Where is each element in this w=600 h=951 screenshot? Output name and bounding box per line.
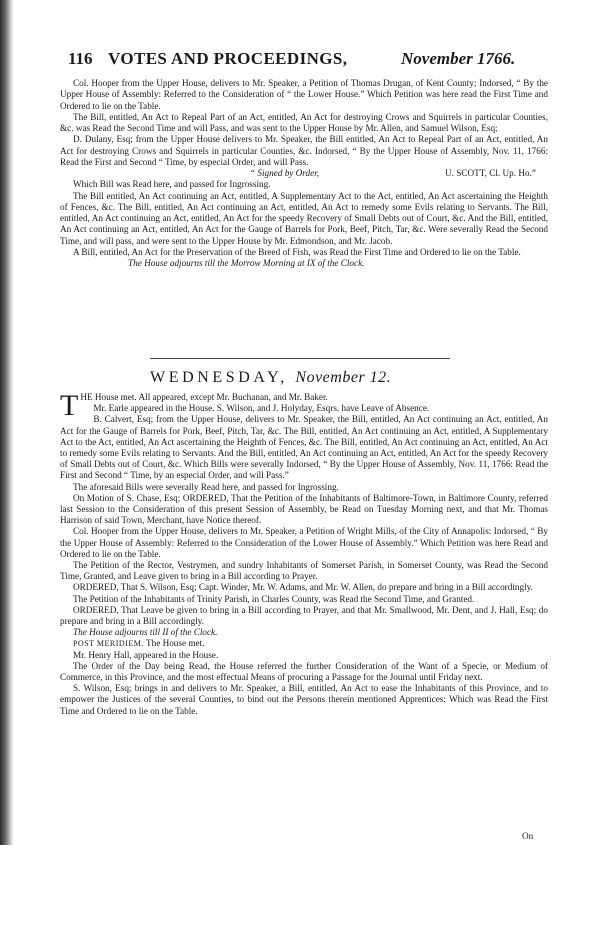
scan-shadow-edge — [0, 0, 14, 951]
paragraph: ORDERED, That Leave be given to bring in a Bill according to Prayer, and that Mr. Smallwood, Mr. Dent, and J. Hall, Esq; do prepare and bring in a Bill accordingly. — [60, 604, 548, 627]
running-date: November 1766. — [401, 49, 516, 68]
paragraph: Col. Hooper from the Upper House, delivers to Mr. Speaker, a Petition of Wright Mills, of the City of Annapolis: Indorsed, “ By the Upper House of Assembly: Referred to the Consideration of the Lower House of Assembly.” Which Petition was here Read and Ordered to lie on the Table. — [60, 526, 548, 559]
paragraph: S. Wilson, Esq; brings in and delivers to Mr. Speaker, a Bill, entitled, An Act to ease the Inhabitants of this Province, and to empower the Justices of the several Counties, to bind out the Persons therein mentioned Apprentices: Which was Read the First Time and Ordered to lie on the Table. — [60, 683, 548, 716]
section-divider — [150, 358, 450, 359]
paragraph-text: HE House met. All appeared, except Mr. Buchanan, and Mr. Baker. — [80, 392, 328, 402]
paragraph: A Bill, entitled, An Act for the Preservation of the Breed of Fish, was Read the First Time and Ordered to lie on the Table. — [73, 246, 521, 257]
drop-cap: T — [60, 389, 79, 422]
paragraph: Mr. Henry Hall, appeared in the House. — [73, 649, 219, 660]
paragraph: The Order of the Day being Read, the House referred the further Consideration of the Want of a Specie, or Medium of Commerce, in this Province, and the most effectual Means of procuring a Passage for the Journal until Friday next. — [60, 660, 548, 683]
catchword: On — [522, 831, 534, 841]
proceedings-block-1 — [60, 78, 548, 269]
page-number: 116 — [68, 49, 93, 68]
day-name: WEDNESDAY, — [150, 369, 288, 386]
signature-left: “ Signed by Order, — [250, 168, 320, 178]
paragraph: The Bill, entitled, An Act to Repeal Part of an Act, entitled, An Act for destroying Crows and Squirrels in particular Counties, &c. was Read the Second Time and will Pass, and was sent to the Upper House by Mr. Allen, and Samuel Wilson, Esq; — [60, 111, 548, 133]
paragraph: D. Dulany, Esq; from the Upper House delivers to Mr. Speaker, the Bill entitled, An Act to Repeal Part of an Act, entitled, An Act for destroying Crows and Squirrels in particular Counties, &c. Indorsed, “ By the Upper House of Assembly, Nov. 11, 1766: Read the First and Second “ Time, by especial Order, and will Pass. — [60, 134, 548, 167]
paragraph: B. Calvert, Esq; from the Upper House, delivers to Mr. Speaker, the Bill, entitled, An Act continuing an Act, entitled, An Act for the Gauge of Barrels for Pork, Beef, Pitch, Tar, &c. The Bill, entitled, An Act continuing an Act, entitled, A Supplementary Act to the Act, entitled, An Act ascertaining the Heighth of Fences, &c. The Bill, entitled, An Act continuing an Act, entitled, An Act to remedy some Evils relating to Servants. And the Bill, entitled, An Act continuing an Act, entitled, An Act for the speedy Recovery of Small Debts out of Court, &c. Which Bills were severally Indorsed, “ By the Upper House of Assembly, Nov. 11, 1766: Read the First and Second “ Time, by an especial Order, and will Pass.” — [60, 414, 548, 481]
paragraph: The aforesaid Bills were severally Read here, and passed for Ingrossing. — [73, 481, 339, 492]
adjournment-line: The House adjourns till II of the Clock. — [73, 627, 218, 638]
signature-clerk: U. SCOTT, Cl. Up. Ho.” — [445, 168, 536, 178]
paragraph: Which Bill was Read here, and passed for Ingrossing. — [73, 179, 271, 190]
paragraph: The Bill entitled, An Act continuing an Act, entitled, A Supplementary Act to the Act, entitled, An Act ascertaining the Heighth of Fences, &c. The Bill, entitled, An Act continuing an Act, entitled, An Act to remedy some Evils relating to Servants. The Bill, entitled, An Act continuing an Act, entitled, An Act for the speedy Recovery of Small Debts out of Court, &c. And the Bill, entitled, An Act continuing an Act, entitled, An Act for the Gauge of Barrels for Pork, Beef, Pitch, Tar, &c. Were severally Read the Second Time, and will pass, and were sent to the Upper House by Mr. Edmondson, and Mr. Jacob. — [60, 190, 548, 246]
running-title: VOTES AND PROCEEDINGS, — [108, 49, 348, 68]
adjournment-line: The House adjourns till the Morrow Morning at IX of the Clock. — [128, 258, 365, 268]
paragraph: The Petition of the Rector, Vestrymen, and sundry Inhabitants of Somerset Parish, in Somerset County, was Read the Second Time, Granted, and Leave given to bring in a Bill according to Prayer. — [60, 560, 548, 582]
paragraph: ORDERED, That S. Wilson, Esq; Capt. Winder, Mr. W. Adams, and Mr. W. Allen, do prepare and bring in a Bill accordingly. — [73, 582, 533, 593]
post-meridiem-text: The House met. — [146, 638, 205, 649]
day-heading — [150, 369, 391, 387]
day-date: November 12. — [295, 369, 392, 386]
paragraph: Col. Hooper from the Upper House, delivers to Mr. Speaker, a Petition of Thomas Drugan, of Kent County; Indorsed, “ By the Upper House of Assembly: Referred to the Consideration of “ the Lower House.” Which Petition was here read the First Time and Ordered to lie on the Table. — [60, 78, 548, 111]
paragraph: On Motion of S. Chase, Esq; ORDERED, That the Petition of the Inhabitants of Baltimore-Town, in Baltimore County, referred last Session to the Consideration of this present Session of Assembly, be Read on Tuesday Morning next, and that Mr. Thomas Harrison of said Town, Merchant, have Notice thereof. — [60, 492, 548, 526]
paragraph: The Petition of the Inhabitants of Trinity Parish, in Charles County, was Read the Second Time, and Granted. — [73, 593, 475, 604]
page-margin-bottom — [0, 845, 600, 951]
proceedings-block-2 — [60, 389, 548, 717]
post-meridiem-label: POST MERIDIEM. — [73, 639, 144, 649]
page-header — [68, 49, 548, 71]
signature-line — [60, 168, 548, 179]
paragraph: Mr. Earle appeared in the House. S. Wilson, and J. Holyday, Esqrs. have Leave of Absence. — [93, 403, 430, 414]
post-meridiem-line — [60, 638, 548, 649]
